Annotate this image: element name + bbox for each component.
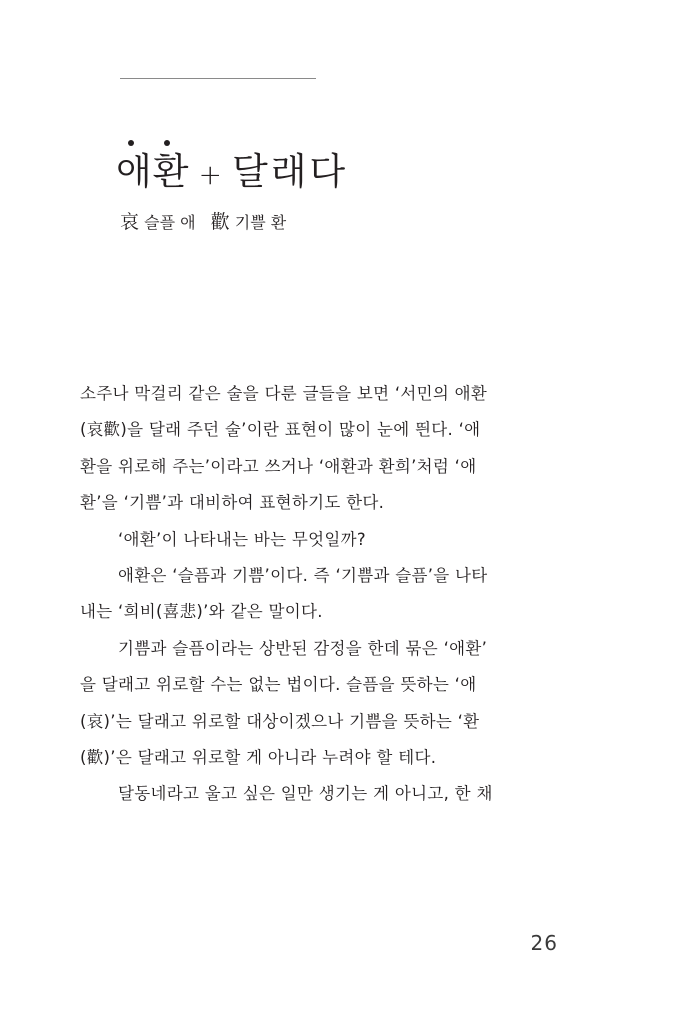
hanja-char: 哀 (120, 211, 140, 233)
body-line: 을 달래고 위로할 수는 없는 법이다. 슬픔을 뜻하는 ‘애 (80, 675, 477, 695)
body-line: 기쁨과 슬픔이라는 상반된 감정을 한데 묶은 ‘애환’ (118, 638, 488, 658)
body-line: ‘애환’이 나타내는 바는 무엇일까? (118, 529, 366, 549)
hanja-gloss (120, 208, 286, 236)
body-line: 환’을 ‘기쁨’과 대비하여 표현하기도 한다. (80, 493, 385, 513)
body-line: 환을 위로해 주는’이라고 쓰거나 ‘애환과 환희’처럼 ‘애 (80, 456, 477, 476)
body-line: (哀歡)을 달래 주던 술’이란 표현이 많이 눈에 띈다. ‘애 (80, 420, 481, 440)
body-line: 소주나 막걸리 같은 술을 다룬 글들을 보면 ‘서민의 애환 (80, 384, 488, 403)
body-line: 달동네라고 울고 싶은 일만 생기는 게 아니고, 한 채 (118, 784, 493, 804)
body-text (80, 376, 555, 813)
title-plus: + (198, 158, 222, 191)
body-line: (哀)’는 달래고 위로할 대상이겠으나 기쁨을 뜻하는 ‘환 (80, 711, 480, 731)
hanja-meaning: 기쁠 환 (234, 213, 287, 232)
body-line: 내는 ‘희비(喜悲)’와 같은 말이다. (80, 602, 323, 622)
hanja-meaning: 슬플 애 (144, 213, 196, 232)
title-word-aehwan: 애환 (116, 150, 190, 193)
page-number: 26 (530, 931, 558, 955)
entry-title (116, 146, 348, 198)
title-word-dallaeda: 달래다 (231, 150, 349, 193)
top-rule (120, 78, 316, 79)
body-line: 애환은 ‘슬픔과 기쁨’이다. 즉 ‘기쁨과 슬픔’을 나타 (118, 565, 488, 585)
hanja-char: 歡 (210, 211, 230, 233)
body-line: (歡)’은 달래고 위로할 게 아니라 누려야 할 테다. (80, 747, 437, 767)
